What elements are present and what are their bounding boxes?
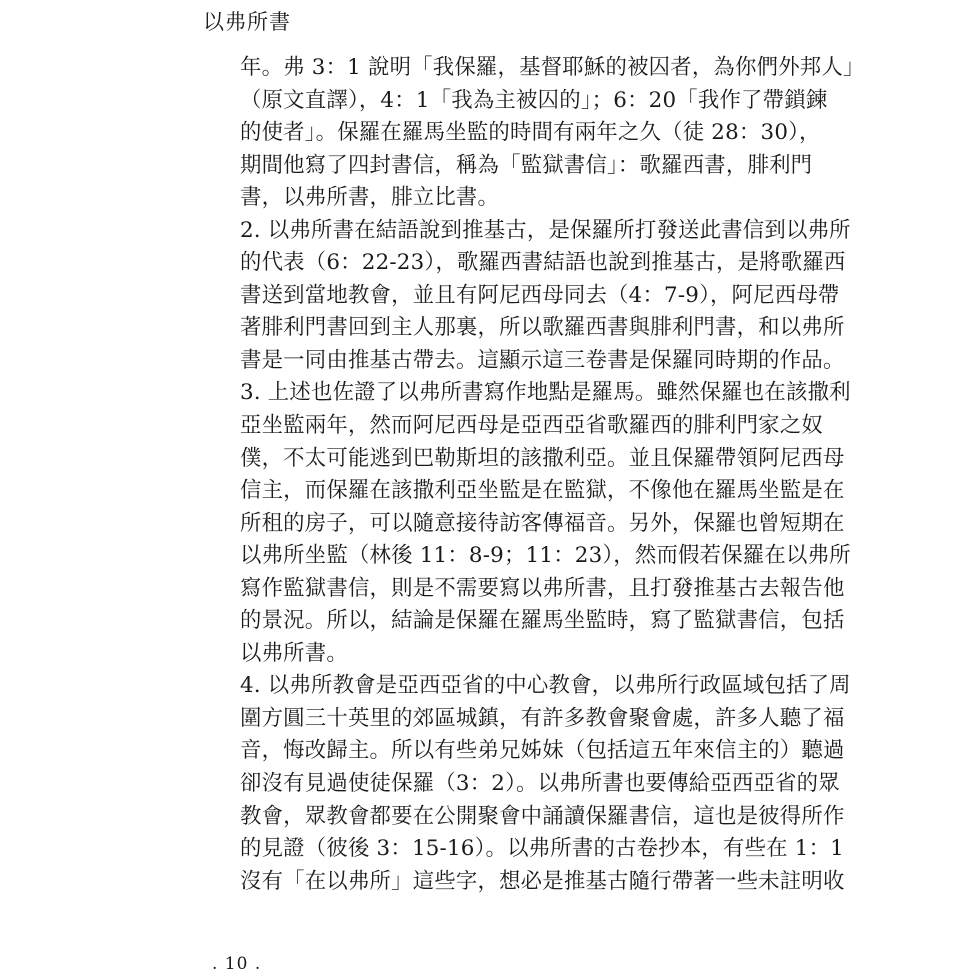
text-line: 以弗所坐監（林後 11：8-9；11：23），然而假若保羅在以弗所 xyxy=(240,543,851,569)
text-line: 的景況。所以，結論是保羅在羅馬坐監時，寫了監獄書信，包括 xyxy=(240,608,845,634)
text-line: 書，以弗所書，腓立比書。 xyxy=(240,185,500,211)
text-line: 著腓利門書回到主人那裏，所以歌羅西書與腓利門書，和以弗所 xyxy=(240,315,845,341)
text-line: 以弗所書。 xyxy=(240,640,348,666)
text-line: 圍方圓三十英里的郊區城鎮，有許多教會聚會處，許多人聽了福 xyxy=(240,705,845,731)
text-line: 亞坐監兩年，然而阿尼西母是亞西亞省歌羅西的腓利門家之奴 xyxy=(240,413,823,439)
body-text xyxy=(240,52,865,898)
text-line: （原文直譯），4：1「我為主被囚的」；6：20「我作了帶鎖鍊 xyxy=(240,87,828,113)
text-line: 寫作監獄書信，則是不需要寫以弗所書，且打發推基古去報告他 xyxy=(240,575,845,601)
text-line: 2. 以弗所書在結語說到推基古，是保羅所打發送此書信到以弗所 xyxy=(240,217,851,243)
text-line: 書是一同由推基古帶去。這顯示這三卷書是保羅同時期的作品。 xyxy=(240,347,845,373)
text-line: 的見證（彼後 3：15-16）。以弗所書的古卷抄本，有些在 1：1 xyxy=(240,836,844,862)
text-line: 教會，眾教會都要在公開聚會中誦讀保羅書信，這也是彼得所作 xyxy=(240,803,845,829)
text-line: 沒有「在以弗所」這些字，想必是推基古隨行帶著一些未註明收 xyxy=(240,868,845,894)
text-line: 音，悔改歸主。所以有些弟兄姊妹（包括這五年來信主的）聽過 xyxy=(240,738,845,764)
text-line: 期間他寫了四封書信，稱為「監獄書信」：歌羅西書，腓利門 xyxy=(240,152,813,178)
text-line: 年。弗 3：1 說明「我保羅，基督耶穌的被囚者，為你們外邦人」 xyxy=(240,55,865,80)
text-line: 3. 上述也佐證了以弗所書寫作地點是羅馬。雖然保羅也在該撒利 xyxy=(240,380,851,406)
text-line: 4. 以弗所教會是亞西亞省的中心教會，以弗所行政區域包括了周 xyxy=(240,673,851,699)
page-number: . 10 . xyxy=(212,954,262,974)
text-line: 的代表（6：22-23），歌羅西書結語也說到推基古，是將歌羅西 xyxy=(240,250,846,276)
running-header: 以弗所書 xyxy=(203,10,291,34)
text-line: 信主，而保羅在該撒利亞坐監是在監獄，不像他在羅馬坐監是在 xyxy=(240,478,845,504)
text-line: 書送到當地教會，並且有阿尼西母同去（4：7-9），阿尼西母帶 xyxy=(240,282,840,308)
text-line: 卻沒有見過使徒保羅（3：2）。以弗所書也要傳給亞西亞省的眾 xyxy=(240,771,840,797)
text-line: 僕，不太可能逃到巴勒斯坦的該撒利亞。並且保羅帶領阿尼西母 xyxy=(240,445,845,471)
text-line: 的使者」。保羅在羅馬坐監的時間有兩年之久（徒 28：30）， xyxy=(240,120,821,146)
text-line: 所租的房子，可以隨意接待訪客傳福音。另外，保羅也曾短期在 xyxy=(240,510,845,536)
